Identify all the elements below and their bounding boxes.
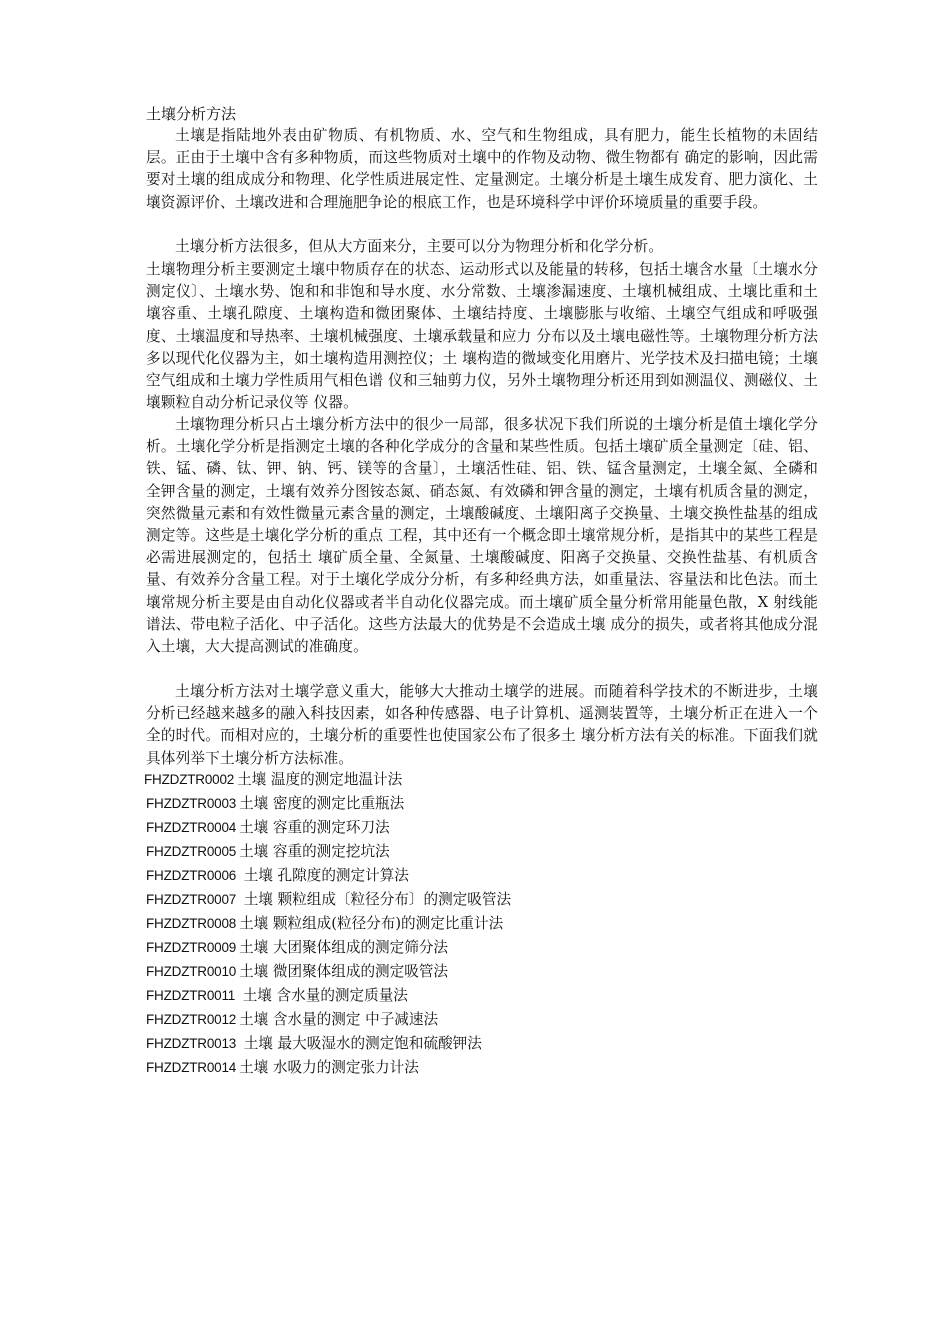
- standard-item: [146, 888, 511, 912]
- standard-name: 土壤 密度的测定比重瓶法: [239, 795, 405, 812]
- standard-code: FHZDZTR0009: [146, 940, 237, 955]
- standard-code: FHZDZTR0008: [146, 916, 237, 931]
- standard-name: 土壤 微团聚体组成的测定吸管法: [239, 963, 449, 980]
- standards-list: [146, 768, 511, 1080]
- standard-name: 土壤 水吸力的测定张力计法: [239, 1059, 419, 1076]
- standard-code: FHZDZTR0010: [146, 964, 237, 979]
- standard-name: 土壤 容重的测定挖坑法: [239, 843, 390, 860]
- standard-item: [146, 1008, 511, 1032]
- standard-item: [146, 1032, 511, 1056]
- standard-item: [144, 768, 511, 792]
- standard-code: FHZDZTR0003: [146, 796, 237, 811]
- standard-name: 土壤 温度的测定地温计法: [237, 771, 403, 788]
- standard-code: FHZDZTR0004: [146, 820, 237, 835]
- standard-item: [146, 792, 511, 816]
- standard-item: [146, 840, 511, 864]
- standard-code: FHZDZTR0011: [146, 988, 236, 1003]
- paragraph-physical-analysis: 土壤物理分析主要测定土壤中物质存在的状态、运动形式以及能量的转移，包括土壤含水量〔土壤水分测定仪〕、土壤水势、饱和和非饱和导水度、水分常数、土壤渗漏速度、土壤机械组成、土壤比重和土壤容重、土壤孔隙度、土壤构造和微团聚体、土壤结持度、土壤膨胀与收缩、土壤空气组成和呼吸强度、土壤温度和导热率、土壤机械强度、土壤承载量和应力 分布以及土壤电磁性等。土壤物理分析方法多以现代化仪器为主，如土壤构造用测控仪；土 壤构造的微域变化用磨片、光学技术及扫描电镜；土壤空气组成和土壤力学性质用气相色谱 仪和三轴剪力仪，另外土壤物理分析还用到如测温仪、测磁仪、土壤颗粒自动分析记录仪等 仪器。: [146, 261, 818, 412]
- standard-name: 土壤 最大吸湿水的测定饱和硫酸钾法: [239, 1035, 482, 1052]
- standard-item: [146, 816, 511, 840]
- standard-name: 土壤 大团聚体组成的测定筛分法: [239, 939, 449, 956]
- standard-code: FHZDZTR0013: [146, 1036, 237, 1051]
- standard-item: [146, 984, 511, 1008]
- standard-name: 土壤 颗粒组成(粒径分布)的测定比重计法: [239, 915, 504, 932]
- standard-code: FHZDZTR0012: [146, 1012, 237, 1027]
- standard-name: 土壤 含水量的测定 中子减速法: [239, 1011, 439, 1028]
- standard-name: 土壤 含水量的测定质量法: [238, 987, 408, 1004]
- standard-item: [146, 960, 511, 984]
- standard-code: FHZDZTR0002: [144, 772, 235, 787]
- standard-code: FHZDZTR0014: [146, 1060, 237, 1075]
- paragraph-significance: 土壤分析方法对土壤学意义重大，能够大大推动土壤学的进展。而随着科学技术的不断进步，土壤分析已经越来越多的融入科技因素，如各种传感器、电子计算机、遥测装置等，土壤分析正在进入一个全的时代。而相对应的，土壤分析的重要性也使国家公布了很多土 壤分析方法有关的标准。下面我们就具体列举下土壤分析方法标准。: [146, 683, 818, 767]
- standard-item: [146, 912, 511, 936]
- paragraph-analysis-categories: 土壤分析方法很多，但从大方面来分，主要可以分为物理分析和化学分析。: [175, 238, 664, 255]
- paragraph-soil-definition: 土壤是指陆地外表由矿物质、有机物质、水、空气和生物组成，具有肥力，能生长植物的未固结层。正由于土壤中含有多种物质，而这些物质对土壤中的作物及动物、微生物都有 确定的影响，因此需要对土壤的组成成分和物理、化学性质进展定性、定量测定。土壤分析是土壤生成发育、肥力演化、土壤资源评价、土壤改进和合理施肥争论的根底工作，也是环境科学中评价环境质量的重要手段。: [146, 127, 818, 211]
- standard-item: [146, 936, 511, 960]
- standard-item: [146, 864, 511, 888]
- standard-code: FHZDZTR0005: [146, 844, 237, 859]
- standard-item: [146, 1056, 511, 1080]
- standard-name: 土壤 颗粒组成〔粒径分布〕的测定吸管法: [239, 891, 512, 908]
- standard-name: 土壤 孔隙度的测定计算法: [239, 867, 409, 884]
- standard-code: FHZDZTR0007: [146, 892, 237, 907]
- standard-code: FHZDZTR0006: [146, 868, 237, 883]
- document-title: 土壤分析方法: [146, 105, 237, 123]
- paragraph-chemical-analysis: 土壤物理分析只占土壤分析方法中的很少一局部，很多状况下我们所说的土壤分析是值土壤化学分析。土壤化学分析是指测定土壤的各种化学成分的含量和某些性质。包括土壤矿质全量测定〔硅、铝、铁、锰、磷、钛、钾、钠、钙、镁等的含量〕，土壤活性硅、铝、铁、锰含量测定，土壤全氮、全磷和全钾含量的测定，土壤有效养分图铵态氮、硝态氮、有效磷和钾含量的测定，土壤有机质含量的测定，突然微量元素和有效性微量元素含量的测定，土壤酸碱度、土壤阳离子交换量、土壤交换性盐基的组成测定等。这些是土壤化学分析的重点 工程，其中还有一个概念即土壤常规分析，是指其中的某些工程是必需进展测定的，包括土 壤矿质全量、全氮量、土壤酸碱度、阳离子交换量、交换性盐基、有机质含量、有效养分含量工程。对于土壤化学成分分析，有多种经典方法，如重量法、容量法和比色法。而土壤常规分析主要是由自动化仪器或者半自动化仪器完成。而土壤矿质全量分析常用能量色散，X 射线能谱法、带电粒子活化、中子活化。这些方法最大的优势是不会造成土壤 成分的损失，或者将其他成分混入土壤，大大提高测试的准确度。: [146, 416, 818, 656]
- standard-name: 土壤 容重的测定环刀法: [239, 819, 390, 836]
